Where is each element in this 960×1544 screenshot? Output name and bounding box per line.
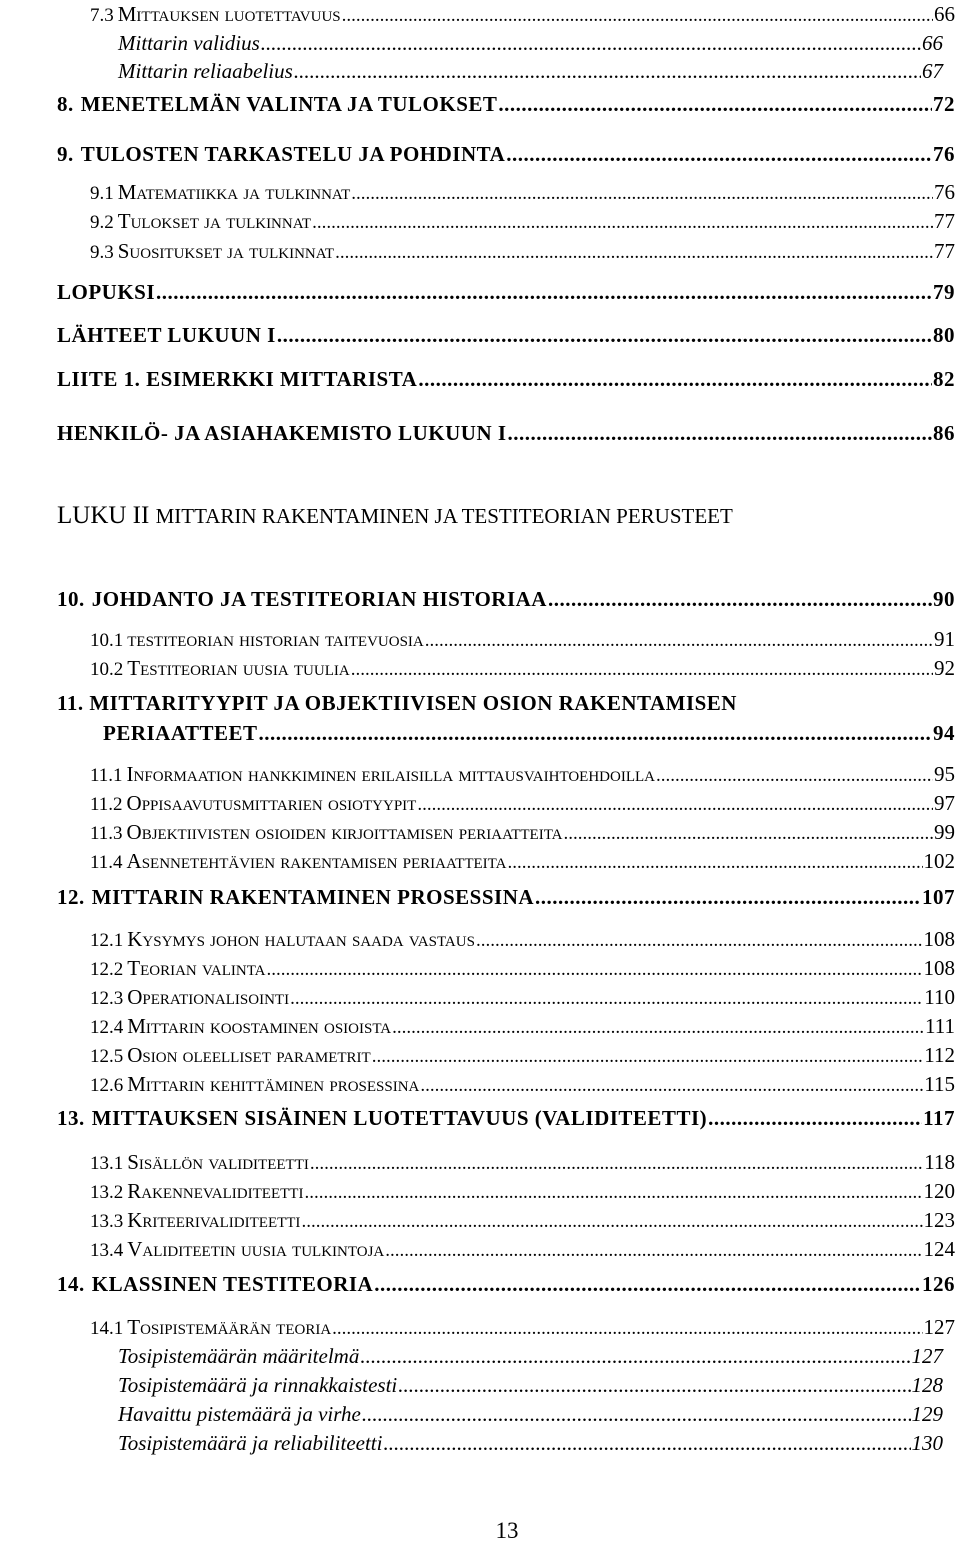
- dot-leader: [294, 59, 921, 84]
- toc-entry-page: 127: [911, 1344, 943, 1368]
- toc-entry[interactable]: [90, 1208, 955, 1233]
- toc-entry-title: Mittarin koostaminen osioista: [127, 1014, 392, 1038]
- toc-entry-page: 107: [922, 885, 955, 909]
- toc-entry[interactable]: [90, 849, 955, 874]
- toc-entry-number: 11.2: [90, 794, 123, 815]
- toc-entry-title: Tosipistemäärän teoria: [127, 1315, 332, 1339]
- toc-entry-title: Oppisaavutusmittarien osiotyypit: [126, 791, 417, 815]
- toc-entry-title: Kriteerivaliditeetti: [127, 1208, 301, 1232]
- toc-entry-page: 117: [923, 1106, 955, 1130]
- toc-entry-title: Tulokset ja tulkinnat: [117, 209, 312, 233]
- dot-leader: [708, 1106, 922, 1131]
- toc-entry[interactable]: [90, 956, 955, 981]
- toc-entry-title: HENKILÖ- JA ASIAHAKEMISTO LUKUUN I: [57, 421, 507, 445]
- toc-entry[interactable]: [118, 1344, 943, 1369]
- toc-entry-number: 12.5: [90, 1046, 124, 1067]
- dot-leader: [564, 823, 933, 845]
- toc-entry-number: 14.: [57, 1272, 85, 1296]
- toc-entry-title: Havaittu pistemäärä ja virhe: [118, 1402, 361, 1426]
- toc-entry[interactable]: [103, 721, 955, 746]
- toc-entry-number: 10.2: [90, 659, 124, 680]
- dot-leader: [417, 794, 933, 816]
- toc-entry-title: testiteorian historian taitevuosia: [127, 627, 424, 651]
- toc-entry-page: 128: [911, 1373, 943, 1397]
- toc-entry-number: 10.: [57, 587, 85, 611]
- dot-leader: [312, 212, 933, 234]
- toc-entry-title: LOPUKSI: [57, 280, 156, 304]
- toc-entry-title: PERIAATTEET: [103, 721, 258, 745]
- toc-entry-title: Osion oleelliset parametrit: [127, 1043, 371, 1067]
- toc-entry-title: Mittarin kehittäminen prosessina: [127, 1072, 420, 1096]
- dot-leader: [656, 765, 933, 787]
- dot-leader: [351, 183, 933, 205]
- toc-entry-page: 110: [924, 985, 955, 1009]
- toc-entry-number: 9.2: [90, 212, 114, 233]
- toc-entry-number: 12.1: [90, 930, 124, 951]
- dot-leader: [156, 280, 932, 305]
- toc-entry-title: MITTARIN RAKENTAMINEN PROSESSINA: [91, 885, 535, 909]
- toc-entry-page: 72: [933, 92, 955, 116]
- toc-entry[interactable]: [90, 791, 955, 816]
- toc-entry-page: 95: [934, 762, 955, 786]
- toc-entry-title: Asennetehtävien rakentamisen periaatteita: [126, 849, 507, 873]
- toc-entry-page: 115: [924, 1072, 955, 1096]
- toc-entry-number: 7.3: [90, 5, 114, 26]
- toc-entry-number: 9.3: [90, 242, 114, 263]
- toc-entry-number: 10.1: [90, 630, 124, 651]
- dot-leader: [261, 31, 921, 56]
- dot-leader: [374, 1272, 921, 1297]
- dot-leader: [301, 1211, 922, 1233]
- toc-entry-number: 12.4: [90, 1017, 124, 1038]
- toc-entry[interactable]: [90, 1179, 955, 1204]
- toc-entry[interactable]: [90, 985, 955, 1010]
- toc-entry[interactable]: [118, 1402, 943, 1427]
- toc-entry-page: 67: [922, 59, 943, 83]
- toc-entry-page: 108: [923, 956, 955, 980]
- section-heading: [57, 502, 733, 530]
- toc-entry-page: 82: [933, 367, 955, 391]
- toc-entry-number: 13.: [57, 1106, 85, 1130]
- toc-entry[interactable]: [57, 587, 955, 612]
- toc-entry-title: KLASSINEN TESTITEORIA: [91, 1272, 374, 1296]
- toc-entry[interactable]: [90, 656, 955, 681]
- dot-leader: [476, 930, 923, 952]
- section-heading-rest: MITTARIN RAKENTAMINEN JA TESTITEORIAN PERUSTEET: [155, 504, 733, 528]
- toc-entry-title: Rakennevaliditeetti: [127, 1179, 304, 1203]
- toc-entry[interactable]: [90, 627, 955, 652]
- toc-entry-page: 77: [934, 209, 955, 233]
- toc-entry-number: 12.2: [90, 959, 124, 980]
- toc-entry-11-line1: 11. MITTARITYYPIT JA OBJEKTIIVISEN OSION RAKENTAMISEN: [57, 691, 737, 715]
- toc-entry-title: Mittauksen luotettavuus: [117, 2, 341, 26]
- toc-entry-title: LÄHTEET LUKUUN I: [57, 323, 276, 347]
- dot-leader: [362, 1402, 911, 1427]
- toc-entry[interactable]: [118, 31, 943, 56]
- toc-entry-page: 90: [933, 587, 955, 611]
- dot-leader: [392, 1017, 924, 1039]
- toc-entry[interactable]: [57, 885, 955, 910]
- toc-entry-title: Informaation hankkiminen erilaisilla mittausvaihtoehdoilla: [126, 762, 655, 786]
- toc-entry-page: 120: [923, 1179, 955, 1203]
- toc-entry[interactable]: [118, 1373, 943, 1398]
- dot-leader: [498, 92, 932, 117]
- toc-entry-title: Tosipistemäärä ja rinnakkaistesti: [118, 1373, 398, 1397]
- dot-leader: [310, 1153, 923, 1175]
- toc-entry-number: 12.6: [90, 1075, 124, 1096]
- toc-entry-number: 12.3: [90, 988, 124, 1009]
- dot-leader: [304, 1182, 922, 1204]
- toc-entry[interactable]: [57, 367, 955, 392]
- toc-entry-title: Operationalisointi: [127, 985, 290, 1009]
- toc-entry-title: Teorian valinta: [127, 956, 266, 980]
- toc-entry-page: 66: [922, 31, 943, 55]
- toc-entry[interactable]: [90, 1043, 955, 1068]
- toc-entry-number: 13.4: [90, 1240, 124, 1261]
- dot-leader: [360, 1344, 910, 1369]
- toc-entry-page: 66: [934, 2, 955, 26]
- toc-entry-page: 112: [924, 1043, 955, 1067]
- toc-entry[interactable]: [90, 762, 955, 787]
- toc-entry-page: 99: [934, 820, 955, 844]
- toc-entry-page: 124: [923, 1237, 955, 1261]
- toc-entry[interactable]: [57, 1106, 955, 1131]
- toc-entry[interactable]: [90, 1150, 955, 1175]
- toc-entry[interactable]: [57, 1272, 955, 1297]
- dot-leader: [548, 587, 932, 612]
- dot-leader: [332, 1318, 922, 1340]
- dot-leader: [258, 721, 932, 746]
- toc-entry-page: 118: [924, 1150, 955, 1174]
- toc-entry-page: 76: [933, 142, 955, 166]
- toc-entry-title: Mittarin reliaabelius: [118, 59, 293, 83]
- toc-entry-page: 80: [933, 323, 955, 347]
- toc-entry-title: Objektiivisten osioiden kirjoittamisen periaatteita: [126, 820, 563, 844]
- dot-leader: [535, 885, 921, 910]
- toc-entry-page: 123: [923, 1208, 955, 1232]
- toc-entry-page: 92: [934, 656, 955, 680]
- toc-entry-page: 102: [923, 849, 955, 873]
- dot-leader: [420, 1075, 923, 1097]
- dot-leader: [267, 959, 923, 981]
- toc-entry-number: 13.3: [90, 1211, 124, 1232]
- toc-entry[interactable]: [90, 180, 955, 205]
- toc-entry-title: LIITE 1. ESIMERKKI MITTARISTA: [57, 367, 418, 391]
- dot-leader: [398, 1373, 910, 1398]
- toc-entry[interactable]: [118, 1431, 943, 1456]
- toc-entry[interactable]: [57, 421, 955, 446]
- toc-entry-number: 12.: [57, 885, 85, 909]
- toc-entry-title: Validiteetin uusia tulkintoja: [127, 1237, 385, 1261]
- toc-entry-number: 13.2: [90, 1182, 124, 1203]
- toc-entry[interactable]: [90, 820, 955, 845]
- toc-entry[interactable]: [57, 323, 955, 348]
- toc-entry-title: Sisällön validiteetti: [127, 1150, 309, 1174]
- toc-entry-title: Tosipistemäärän määritelmä: [118, 1344, 360, 1368]
- toc-entry-page: 86: [933, 421, 955, 445]
- toc-entry-page: 126: [922, 1272, 955, 1296]
- toc-entry-page: 127: [923, 1315, 955, 1339]
- toc-entry-number: 8.: [57, 92, 74, 116]
- toc-entry-title: Mittarin validius: [118, 31, 260, 55]
- toc-entry[interactable]: [90, 209, 955, 234]
- toc-entry-number: 14.1: [90, 1318, 124, 1339]
- page-number: 13: [495, 1518, 519, 1543]
- toc-entry-title: Kysymys johon halutaan saada vastaus: [127, 927, 475, 951]
- dot-leader: [418, 367, 932, 392]
- toc-entry-number: 11.3: [90, 823, 123, 844]
- toc-entry-title: JOHDANTO JA TESTITEORIAN HISTORIAA: [91, 587, 547, 611]
- dot-leader: [342, 5, 933, 27]
- toc-entry-number: 9.: [57, 142, 74, 166]
- toc-entry[interactable]: [90, 927, 955, 952]
- toc-entry[interactable]: [90, 1072, 955, 1097]
- dot-leader: [335, 242, 933, 264]
- toc-entry-number: 11.4: [90, 852, 123, 873]
- toc-entry[interactable]: [90, 239, 955, 264]
- toc-entry-page: 130: [911, 1431, 943, 1455]
- dot-leader: [351, 659, 933, 681]
- toc-entry-page: 111: [925, 1014, 955, 1038]
- dot-leader: [506, 142, 932, 167]
- toc-entry-number: 9.1: [90, 183, 114, 204]
- toc-entry[interactable]: [90, 2, 955, 27]
- toc-entry-page: 77: [934, 239, 955, 263]
- toc-entry[interactable]: [90, 1237, 955, 1262]
- toc-entry[interactable]: [57, 280, 955, 305]
- dot-leader: [508, 421, 932, 446]
- toc-entry-page: 76: [934, 180, 955, 204]
- toc-entry-page: 97: [934, 791, 955, 815]
- section-heading-luku: LUKU II: [57, 502, 150, 529]
- toc-entry-title: MENETELMÄN VALINTA JA TULOKSET: [80, 92, 498, 116]
- toc-entry-page: 94: [933, 721, 955, 745]
- toc-entry-page: 129: [911, 1402, 943, 1426]
- toc-entry[interactable]: [57, 142, 955, 167]
- toc-entry-number: 13.1: [90, 1153, 124, 1174]
- toc-entry-page: 79: [933, 280, 955, 304]
- dot-leader: [277, 323, 932, 348]
- toc-entry-title: TULOSTEN TARKASTELU JA POHDINTA: [80, 142, 506, 166]
- dot-leader: [372, 1046, 924, 1068]
- toc-entry-title: Tosipistemäärä ja reliabiliteetti: [118, 1431, 383, 1455]
- dot-leader: [425, 630, 933, 652]
- toc-entry[interactable]: [57, 92, 955, 117]
- toc-entry-page: 91: [934, 627, 955, 651]
- toc-entry-number: 11.1: [90, 765, 123, 786]
- dot-leader: [383, 1431, 910, 1456]
- toc-entry[interactable]: [90, 1315, 955, 1340]
- toc-entry-title: Testiteorian uusia tuulia: [127, 656, 350, 680]
- toc-entry-title: Matematiikka ja tulkinnat: [117, 180, 351, 204]
- dot-leader: [507, 852, 922, 874]
- toc-entry[interactable]: [118, 59, 943, 84]
- toc-entry-title: MITTAUKSEN SISÄINEN LUOTETTAVUUS (VALIDITEETTI): [91, 1106, 708, 1130]
- toc-entry-page: 108: [923, 927, 955, 951]
- dot-leader: [385, 1240, 922, 1262]
- toc-entry-title: Suositukset ja tulkinnat: [117, 239, 335, 263]
- toc-entry[interactable]: [90, 1014, 955, 1039]
- dot-leader: [290, 988, 923, 1010]
